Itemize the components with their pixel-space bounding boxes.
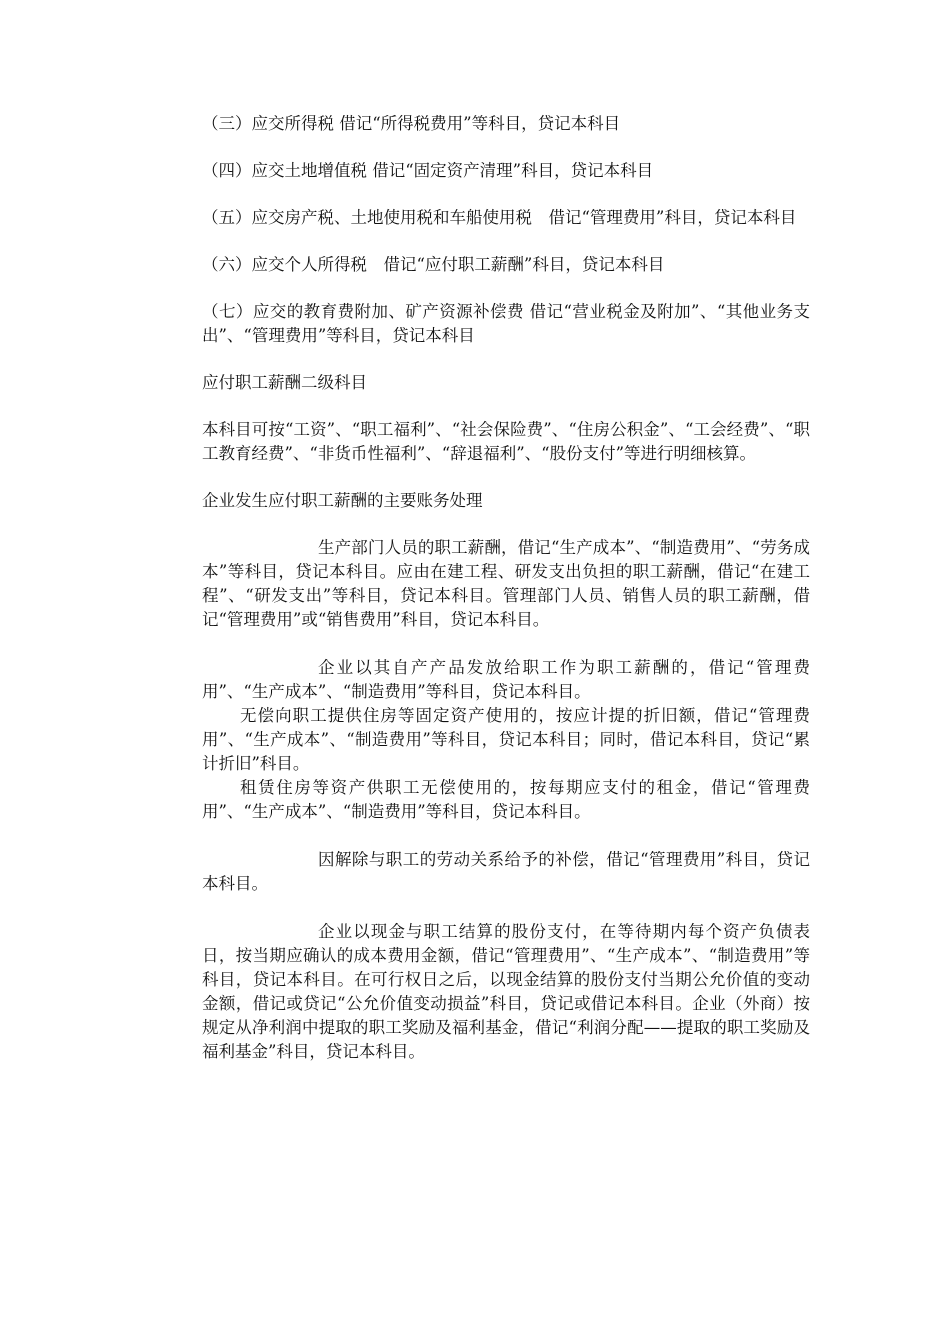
paragraph-education-surcharge: （七）应交的教育费附加、矿产资源补偿费 借记“营业税金及附加”、“其他业务支出”、“管理费用”等科目，贷记本科目: [202, 302, 810, 345]
section-heading-payroll-accounting: 企业发生应付职工薪酬的主要账务处理: [202, 491, 483, 510]
paragraph-free-housing: 无偿向职工提供住房等固定资产使用的，按应计提的折旧额，借记“管理费用”、“生产成本”、“制造费用”等科目，贷记本科目；同时，借记本科目，贷记“累计折旧”科目。: [202, 706, 810, 773]
paragraph-production-payroll: 生产部门人员的职工薪酬，借记“生产成本”、“制造费用”、“劳务成本”等科目，贷记本科目。应由在建工程、研发支出负担的职工薪酬，借记“在建工程”、“研发支出”等科目，贷记本科目。管理部门人员、销售人员的职工薪酬，借记“管理费用”或“销售费用”科目，贷记本科目。: [202, 538, 810, 629]
paragraph-property-tax: （五）应交房产税、土地使用税和车船使用税 借记“管理费用”科目，贷记本科目: [202, 208, 797, 227]
paragraph-payroll-detail: 本科目可按“工资”、“职工福利”、“社会保险费”、“住房公积金”、“工会经费”、“职工教育经费”、“非货币性福利”、“辞退福利”、“股份支付”等进行明细核算。: [202, 420, 810, 463]
paragraph-termination-benefits: 因解除与职工的劳动关系给予的补偿，借记“管理费用”科目，贷记本科目。: [202, 850, 810, 893]
section-heading-payroll-subaccounts: 应付职工薪酬二级科目: [202, 373, 367, 392]
paragraph-income-tax: （三）应交所得税 借记“所得税费用”等科目，贷记本科目: [202, 114, 621, 133]
paragraph-share-payment: 企业以现金与职工结算的股份支付，在等待期内每个资产负债表日，按当期应确认的成本费用金额，借记“管理费用”、“生产成本”、“制造费用”等科目，贷记本科目。在可行权日之后，以现金结算的股份支付当期公允价值的变动金额，借记或贷记“公允价值变动损益”科目，贷记或借记本科目。企业（外商）按规定从净利润中提取的职工奖励及福利基金，借记“利润分配——提取的职工奖励及福利基金”科目，贷记本科目。: [202, 922, 810, 1061]
document-page: [202, 112, 810, 1064]
paragraph-own-products: 企业以其自产产品发放给职工作为职工薪酬的，借记“管理费用”、“生产成本”、“制造费用”等科目，贷记本科目。: [202, 658, 810, 701]
paragraph-personal-income-tax: （六）应交个人所得税 借记“应付职工薪酬”科目，贷记本科目: [202, 255, 665, 274]
paragraph-land-vat: （四）应交土地增值税 借记“固定资产清理”科目，贷记本科目: [202, 161, 654, 180]
paragraph-leased-housing: 租赁住房等资产供职工无偿使用的，按每期应支付的租金，借记“管理费用”、“生产成本”、“制造费用”等科目，贷记本科目。: [202, 778, 810, 821]
